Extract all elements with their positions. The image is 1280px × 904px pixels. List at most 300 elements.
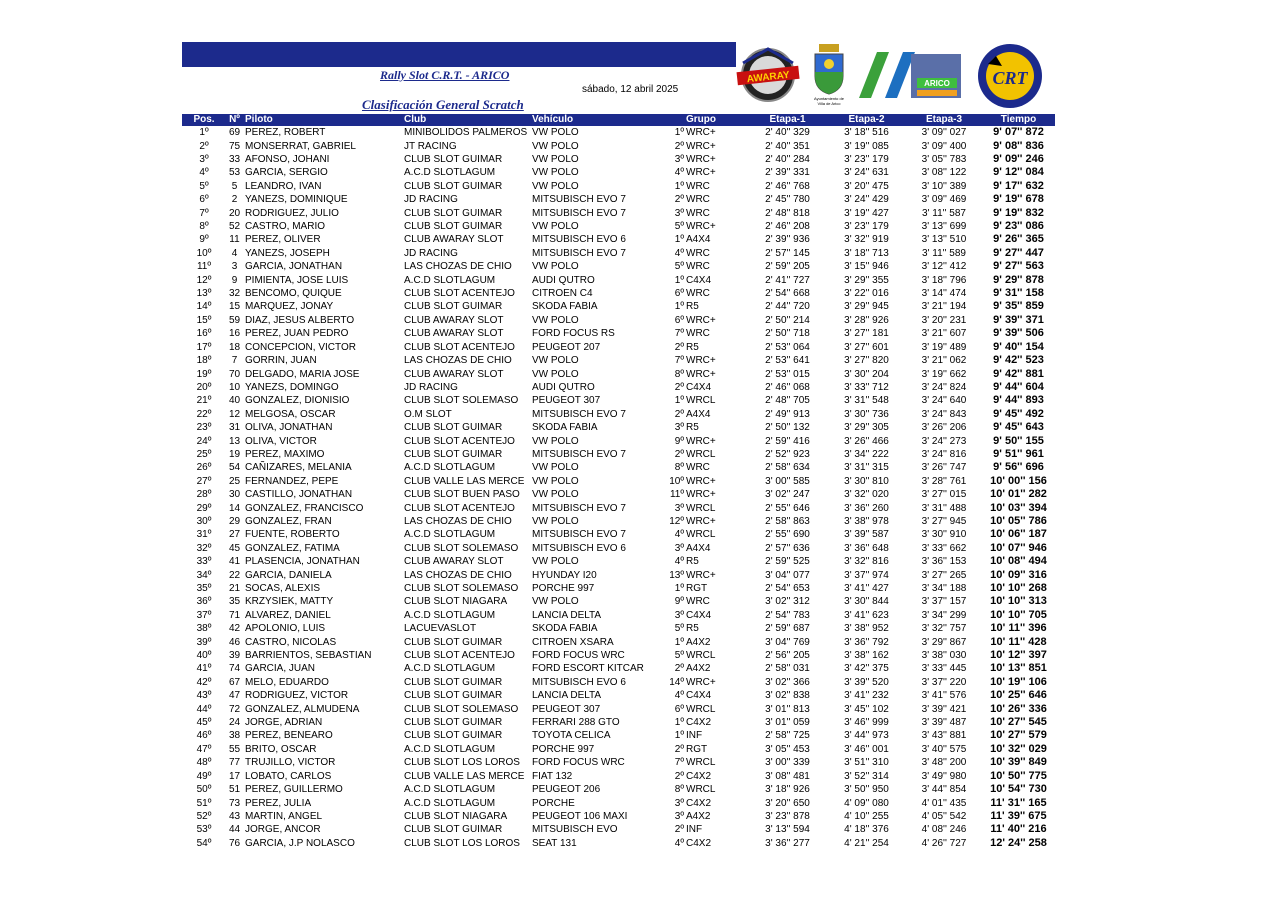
stage2-cell: 3' 27'' 601 <box>844 341 889 353</box>
table-row <box>182 327 1055 340</box>
group-cell: WRCL <box>686 784 716 796</box>
stage1-cell: 3' 05'' 453 <box>765 743 810 755</box>
club-cell: CLUB SLOT LOS LOROS <box>404 837 520 849</box>
column-header: Vehículo <box>532 114 667 126</box>
total-time-cell: 9' 07'' 872 <box>993 126 1044 139</box>
club-cell: CLUB SLOT SOLEMASO <box>404 395 519 407</box>
club-cell: CLUB SLOT GUIMAR <box>404 730 503 742</box>
club-cell: A.C.D SLOTLAGUM <box>404 167 496 179</box>
club-cell: LACUEVASLOT <box>404 623 477 635</box>
stage2-cell: 3' 36'' 648 <box>844 542 889 554</box>
stage3-cell: 3' 09'' 027 <box>921 127 967 139</box>
stage3-cell: 3' 27'' 945 <box>921 515 967 527</box>
club-cell: CLUB SLOT ACENTEJO <box>404 435 515 447</box>
stage2-cell: 3' 52'' 314 <box>844 770 889 782</box>
stage2-cell: 3' 41'' 232 <box>844 690 889 702</box>
table-row <box>182 568 1055 581</box>
table-row <box>182 354 1055 367</box>
table-row <box>182 139 1055 152</box>
vehicle-cell: SKODA FABIA <box>532 422 598 434</box>
stage3-cell: 3' 20'' 231 <box>921 314 967 326</box>
group-cell: C4X2 <box>686 797 712 809</box>
club-cell: CLUB SLOT GUIMAR <box>404 636 503 648</box>
vehicle-cell: VW POLO <box>532 154 579 166</box>
table-row <box>182 595 1055 608</box>
table-row <box>182 381 1055 394</box>
stage1-cell: 3' 02'' 312 <box>765 596 810 608</box>
position-cell: 30º <box>196 515 212 527</box>
driver-cell: OLIVA, JONATHAN <box>245 422 333 434</box>
group-position-cell: 3º <box>674 609 684 621</box>
number-cell: 13 <box>228 435 241 447</box>
group-cell: A4X2 <box>686 810 711 822</box>
number-cell: 10 <box>228 381 241 393</box>
stage2-cell: 3' 29'' 305 <box>844 422 889 434</box>
group-position-cell: 4º <box>674 529 684 541</box>
total-time-cell: 9' 56'' 696 <box>993 461 1044 474</box>
total-time-cell: 10' 09'' 316 <box>990 568 1047 581</box>
number-cell: 9 <box>231 274 238 286</box>
club-cell: CLUB SLOT GUIMAR <box>404 207 503 219</box>
total-time-cell: 9' 39'' 371 <box>993 313 1044 326</box>
table-row <box>182 300 1055 313</box>
total-time-cell: 9' 39'' 506 <box>993 327 1044 340</box>
stage1-cell: 2' 55'' 646 <box>765 502 810 514</box>
table-row <box>182 689 1055 702</box>
group-position-cell: 10º <box>669 475 684 487</box>
stage3-cell: 3' 32'' 757 <box>921 623 967 635</box>
group-cell: INF <box>686 730 703 742</box>
table-row <box>182 528 1055 541</box>
total-time-cell: 9' 42'' 523 <box>993 354 1044 367</box>
group-cell: WRCL <box>686 529 716 541</box>
stage3-cell: 3' 05'' 783 <box>921 154 967 166</box>
group-position-cell: 1º <box>674 395 684 407</box>
club-cell: A.C.D SLOTLAGUM <box>404 784 496 796</box>
stage1-cell: 2' 53'' 015 <box>765 368 810 380</box>
driver-cell: GORRIN, JUAN <box>245 355 317 367</box>
group-position-cell: 9º <box>674 435 684 447</box>
club-cell: LAS CHOZAS DE CHIO <box>404 355 512 367</box>
club-cell: CLUB SLOT GUIMAR <box>404 676 503 688</box>
stage2-cell: 3' 38'' 162 <box>844 650 889 662</box>
group-cell: C4X2 <box>686 717 712 729</box>
driver-cell: RODRIGUEZ, JULIO <box>245 207 339 219</box>
number-cell: 20 <box>228 207 241 219</box>
awaray-logo-text: AWARAY <box>746 69 791 86</box>
driver-cell: TRUJILLO, VICTOR <box>245 757 336 769</box>
stage1-cell: 2' 50'' 214 <box>765 314 810 326</box>
driver-cell: PEREZ, JUAN PEDRO <box>245 328 349 340</box>
vehicle-cell: MITSUBISCH EVO 7 <box>532 529 626 541</box>
group-cell: WRC+ <box>686 676 716 688</box>
stage1-cell: 2' 54'' 783 <box>765 609 810 621</box>
club-cell: JD RACING <box>404 194 458 206</box>
group-cell: R5 <box>686 341 699 353</box>
table-row <box>182 408 1055 421</box>
number-cell: 45 <box>228 542 241 554</box>
group-position-cell: 8º <box>674 784 684 796</box>
number-cell: 12 <box>228 408 241 420</box>
svg-text:Ayuntamiento de: Ayuntamiento de <box>814 96 844 101</box>
group-cell: WRC <box>686 328 710 340</box>
column-header: Etapa-1 <box>748 114 827 126</box>
club-cell: CLUB SLOT GUIMAR <box>404 154 503 166</box>
table-row <box>182 220 1055 233</box>
group-cell: C4X4 <box>686 274 712 286</box>
total-time-cell: 10' 10'' 268 <box>990 582 1047 595</box>
stage1-cell: 2' 39'' 331 <box>765 167 810 179</box>
driver-cell: GARCIA, J.P NOLASCO <box>245 837 355 849</box>
total-time-cell: 10' 25'' 646 <box>990 689 1047 702</box>
crt-logo-text: CRT <box>992 68 1028 88</box>
club-cell: LAS CHOZAS DE CHIO <box>404 569 512 581</box>
group-position-cell: 2º <box>674 408 684 420</box>
table-row <box>182 823 1055 836</box>
stage3-cell: 3' 21'' 607 <box>921 328 967 340</box>
stage1-cell: 3' 36'' 277 <box>765 837 810 849</box>
total-time-cell: 10' 54'' 730 <box>990 783 1047 796</box>
event-date: sábado, 12 abril 2025 <box>582 84 679 95</box>
stage2-cell: 3' 36'' 792 <box>844 636 889 648</box>
stage2-cell: 3' 23'' 179 <box>844 154 889 166</box>
total-time-cell: 10' 07'' 946 <box>990 541 1047 554</box>
club-cell: CLUB SLOT NIAGARA <box>404 810 508 822</box>
total-time-cell: 9' 44'' 604 <box>993 380 1044 393</box>
number-cell: 24 <box>228 717 241 729</box>
stage1-cell: 3' 04'' 077 <box>765 569 810 581</box>
driver-cell: LOBATO, CARLOS <box>245 770 332 782</box>
stage2-cell: 4' 21'' 254 <box>844 837 889 849</box>
group-position-cell: 1º <box>674 274 684 286</box>
stage1-cell: 3' 04'' 769 <box>765 636 810 648</box>
position-cell: 20º <box>196 381 212 393</box>
group-position-cell: 4º <box>674 556 684 568</box>
club-cell: LAS CHOZAS DE CHIO <box>404 515 512 527</box>
stage1-cell: 3' 02'' 247 <box>765 489 810 501</box>
position-cell: 8º <box>199 221 209 233</box>
number-cell: 43 <box>228 810 241 822</box>
position-cell: 2º <box>199 140 209 152</box>
position-cell: 15º <box>196 314 212 326</box>
total-time-cell: 10' 10'' 313 <box>990 595 1047 608</box>
table-row <box>182 515 1055 528</box>
driver-cell: RODRIGUEZ, VICTOR <box>245 690 349 702</box>
total-time-cell: 10' 32'' 029 <box>990 742 1047 755</box>
stage3-cell: 3' 11'' 589 <box>922 247 966 259</box>
stage1-cell: 2' 59'' 525 <box>765 556 810 568</box>
total-time-cell: 9' 50'' 155 <box>993 434 1044 447</box>
group-position-cell: 2º <box>674 770 684 782</box>
stage2-cell: 3' 32'' 020 <box>844 489 889 501</box>
total-time-cell: 10' 05'' 786 <box>990 514 1047 527</box>
stage2-cell: 3' 39'' 520 <box>844 676 889 688</box>
number-cell: 46 <box>228 636 241 648</box>
stage3-cell: 3' 14'' 474 <box>921 288 967 300</box>
group-cell: A4X4 <box>686 408 711 420</box>
club-cell: CLUB SLOT GUIMAR <box>404 690 503 702</box>
stage2-cell: 3' 38'' 952 <box>844 623 889 635</box>
table-row <box>182 796 1055 809</box>
table-row <box>182 153 1055 166</box>
stage2-cell: 3' 51'' 310 <box>844 757 889 769</box>
group-position-cell: 3º <box>674 502 684 514</box>
driver-cell: GONZALEZ, ALMUDENA <box>245 703 360 715</box>
number-cell: 70 <box>228 368 241 380</box>
club-cell: CLUB AWARAY SLOT <box>404 556 504 568</box>
group-position-cell: 11º <box>669 489 684 501</box>
stage3-cell: 3' 21'' 194 <box>921 301 967 313</box>
club-cell: JD RACING <box>404 247 458 259</box>
number-cell: 31 <box>228 422 241 434</box>
driver-cell: ALVAREZ, DANIEL <box>245 609 331 621</box>
stage3-cell: 3' 21'' 062 <box>921 355 967 367</box>
group-cell: C4X4 <box>686 381 712 393</box>
stage3-cell: 3' 27'' 265 <box>921 569 967 581</box>
position-cell: 24º <box>196 435 212 447</box>
column-header: Grupo <box>684 114 748 126</box>
number-cell: 16 <box>228 328 241 340</box>
driver-cell: APOLONIO, LUIS <box>245 623 326 635</box>
stage3-cell: 3' 12'' 412 <box>921 261 967 273</box>
position-cell: 27º <box>196 475 212 487</box>
stage2-cell: 3' 37'' 974 <box>844 569 889 581</box>
stage3-cell: 3' 24'' 824 <box>921 381 967 393</box>
table-row <box>182 421 1055 434</box>
driver-cell: MELGOSA, OSCAR <box>245 408 336 420</box>
table-row <box>182 247 1055 260</box>
group-cell: WRC+ <box>686 127 716 139</box>
group-position-cell: 3º <box>674 154 684 166</box>
stage3-cell: 3' 24'' 843 <box>921 408 967 420</box>
vehicle-cell: PEUGEOT 106 MAXI <box>532 810 628 822</box>
stage2-cell: 4' 09'' 080 <box>844 797 889 809</box>
stage3-cell: 3' 18'' 796 <box>921 274 967 286</box>
group-cell: R5 <box>686 301 699 313</box>
driver-cell: FUENTE, ROBERTO <box>245 529 340 541</box>
total-time-cell: 10' 27'' 579 <box>990 729 1047 742</box>
group-cell: WRC+ <box>686 221 716 233</box>
club-cell: CLUB AWARAY SLOT <box>404 234 504 246</box>
group-cell: WRC <box>686 462 710 474</box>
vehicle-cell: MITSUBISCH EVO 7 <box>532 408 626 420</box>
group-cell: WRC <box>686 261 710 273</box>
driver-cell: GONZALEZ, FRAN <box>245 515 332 527</box>
total-time-cell: 9' 44'' 893 <box>993 394 1044 407</box>
club-cell: CLUB SLOT SOLEMASO <box>404 583 519 595</box>
club-cell: CLUB SLOT NIAGARA <box>404 596 508 608</box>
number-cell: 21 <box>228 583 241 595</box>
stage2-cell: 3' 41'' 427 <box>844 583 889 595</box>
table-row <box>182 676 1055 689</box>
group-cell: RGT <box>686 743 708 755</box>
group-position-cell: 1º <box>674 636 684 648</box>
total-time-cell: 9' 51'' 961 <box>993 447 1044 460</box>
number-cell: 2 <box>231 194 238 206</box>
header-bar <box>182 42 736 67</box>
total-time-cell: 10' 00'' 156 <box>990 474 1047 487</box>
driver-cell: GARCIA, JUAN <box>245 663 316 675</box>
number-cell: 75 <box>228 140 241 152</box>
rally-slot-arico-logo <box>855 48 965 104</box>
position-cell: 1º <box>199 127 209 139</box>
group-position-cell: 6º <box>674 288 684 300</box>
driver-cell: FERNANDEZ, PEPE <box>245 475 339 487</box>
driver-cell: OLIVA, VICTOR <box>245 435 317 447</box>
driver-cell: PEREZ, ROBERT <box>245 127 326 139</box>
column-header: Etapa-2 <box>827 114 906 126</box>
stage3-cell: 4' 01'' 435 <box>921 797 967 809</box>
total-time-cell: 12' 24'' 258 <box>990 836 1047 849</box>
driver-cell: GONZALEZ, FATIMA <box>245 542 340 554</box>
group-position-cell: 7º <box>674 757 684 769</box>
vehicle-cell: PEUGEOT 207 <box>532 341 601 353</box>
stage3-cell: 3' 31'' 488 <box>921 502 967 514</box>
total-time-cell: 10' 19'' 106 <box>990 675 1047 688</box>
position-cell: 31º <box>196 529 212 541</box>
total-time-cell: 10' 12'' 397 <box>990 649 1047 662</box>
club-cell: O.M SLOT <box>404 408 452 420</box>
group-cell: C4X4 <box>686 609 712 621</box>
stage3-cell: 3' 10'' 389 <box>921 180 967 192</box>
stage2-cell: 3' 22'' 016 <box>844 288 889 300</box>
club-cell: CLUB SLOT GUIMAR <box>404 824 503 836</box>
driver-cell: CONCEPCION, VICTOR <box>245 341 356 353</box>
stage3-cell: 3' 09'' 469 <box>921 194 967 206</box>
stage3-cell: 4' 05'' 542 <box>921 810 967 822</box>
position-cell: 46º <box>196 730 212 742</box>
driver-cell: CASTRO, NICOLAS <box>245 636 337 648</box>
stage3-cell: 3' 39'' 487 <box>921 717 967 729</box>
crt-championship-logo <box>972 42 1048 110</box>
stage3-cell: 3' 11'' 587 <box>922 207 966 219</box>
vehicle-cell: AUDI QUTRO <box>532 381 595 393</box>
stage3-cell: 3' 44'' 854 <box>921 784 967 796</box>
stage1-cell: 2' 40'' 329 <box>765 127 810 139</box>
number-cell: 39 <box>228 650 241 662</box>
position-cell: 45º <box>196 717 212 729</box>
stage2-cell: 3' 39'' 587 <box>844 529 889 541</box>
vehicle-cell: TOYOTA CELICA <box>532 730 611 742</box>
total-time-cell: 9' 27'' 447 <box>993 246 1044 259</box>
stage2-cell: 3' 44'' 973 <box>844 730 889 742</box>
stage2-cell: 3' 24'' 429 <box>844 194 889 206</box>
vehicle-cell: FORD FOCUS WRC <box>532 650 625 662</box>
table-row <box>182 501 1055 514</box>
position-cell: 5º <box>199 180 209 192</box>
position-cell: 32º <box>196 542 212 554</box>
vehicle-cell: VW POLO <box>532 221 579 233</box>
position-cell: 9º <box>199 234 209 246</box>
vehicle-cell: PEUGEOT 307 <box>532 703 601 715</box>
table-row <box>182 461 1055 474</box>
stage2-cell: 3' 27'' 181 <box>844 328 889 340</box>
stage3-cell: 3' 34'' 188 <box>921 583 967 595</box>
position-cell: 43º <box>196 690 212 702</box>
group-cell: WRC <box>686 194 710 206</box>
stage3-cell: 3' 27'' 015 <box>921 489 967 501</box>
stage3-cell: 3' 28'' 761 <box>921 475 967 487</box>
stage1-cell: 2' 53'' 064 <box>765 341 810 353</box>
driver-cell: MONSERRAT, GABRIEL <box>245 140 356 152</box>
group-position-cell: 2º <box>674 743 684 755</box>
number-cell: 72 <box>228 703 241 715</box>
club-cell: JT RACING <box>404 140 457 152</box>
table-row <box>182 783 1055 796</box>
driver-cell: KRZYSIEK, MATTY <box>245 596 334 608</box>
stage1-cell: 2' 54'' 653 <box>765 583 810 595</box>
stage2-cell: 3' 31'' 315 <box>844 462 889 474</box>
group-cell: WRC+ <box>686 515 716 527</box>
group-cell: C4X4 <box>686 690 712 702</box>
vehicle-cell: FORD ESCORT KITCAR <box>532 663 644 675</box>
page-subtitle: Clasificación General Scratch <box>362 97 524 112</box>
position-cell: 26º <box>196 462 212 474</box>
stage2-cell: 3' 15'' 946 <box>844 261 889 273</box>
vehicle-cell: VW POLO <box>532 180 579 192</box>
table-row <box>182 810 1055 823</box>
club-cell: A.C.D SLOTLAGUM <box>404 529 496 541</box>
vehicle-cell: FORD FOCUS RS <box>532 328 615 340</box>
club-cell: CLUB AWARAY SLOT <box>404 314 504 326</box>
total-time-cell: 10' 11'' 428 <box>990 635 1047 648</box>
driver-cell: LEANDRO, IVAN <box>245 180 322 192</box>
driver-cell: GARCIA, SERGIO <box>245 167 328 179</box>
table-row <box>182 555 1055 568</box>
table-row <box>182 609 1055 622</box>
vehicle-cell: SKODA FABIA <box>532 623 598 635</box>
stage1-cell: 2' 40'' 284 <box>765 154 810 166</box>
number-cell: 35 <box>228 596 241 608</box>
stage3-cell: 3' 08'' 122 <box>921 167 967 179</box>
stage3-cell: 3' 19'' 662 <box>921 368 967 380</box>
number-cell: 25 <box>228 475 241 487</box>
stage2-cell: 3' 23'' 179 <box>844 221 889 233</box>
table-row <box>182 756 1055 769</box>
number-cell: 14 <box>228 502 241 514</box>
number-cell: 19 <box>228 448 241 460</box>
vehicle-cell: SEAT 131 <box>532 837 577 849</box>
number-cell: 4 <box>231 247 238 259</box>
total-time-cell: 10' 26'' 336 <box>990 702 1047 715</box>
stage3-cell: 3' 13'' 699 <box>921 221 967 233</box>
stage1-cell: 2' 46'' 068 <box>765 381 810 393</box>
stage3-cell: 3' 24'' 273 <box>921 435 967 447</box>
vehicle-cell: MITSUBISCH EVO 7 <box>532 502 626 514</box>
column-header <box>667 114 684 126</box>
total-time-cell: 10' 50'' 775 <box>990 769 1047 782</box>
stage3-cell: 3' 26'' 747 <box>921 462 967 474</box>
stage2-cell: 3' 46'' 999 <box>844 717 889 729</box>
stage2-cell: 4' 10'' 255 <box>844 810 889 822</box>
vehicle-cell: VW POLO <box>532 515 579 527</box>
stage1-cell: 2' 57'' 636 <box>765 542 810 554</box>
club-cell: CLUB SLOT LOS LOROS <box>404 757 520 769</box>
vehicle-cell: CITROEN C4 <box>532 288 593 300</box>
club-cell: CLUB SLOT ACENTEJO <box>404 341 515 353</box>
club-cell: CLUB SLOT ACENTEJO <box>404 650 515 662</box>
club-cell: CLUB AWARAY SLOT <box>404 328 504 340</box>
stage1-cell: 2' 58'' 031 <box>765 663 810 675</box>
driver-cell: SOCAS, ALEXIS <box>245 583 321 595</box>
club-cell: CLUB SLOT ACENTEJO <box>404 288 515 300</box>
vehicle-cell: MITSUBISCH EVO 6 <box>532 542 626 554</box>
group-position-cell: 5º <box>674 261 684 273</box>
position-cell: 19º <box>196 368 212 380</box>
driver-cell: GARCIA, DANIELA <box>245 569 332 581</box>
stage2-cell: 3' 42'' 375 <box>844 663 889 675</box>
position-cell: 35º <box>196 583 212 595</box>
